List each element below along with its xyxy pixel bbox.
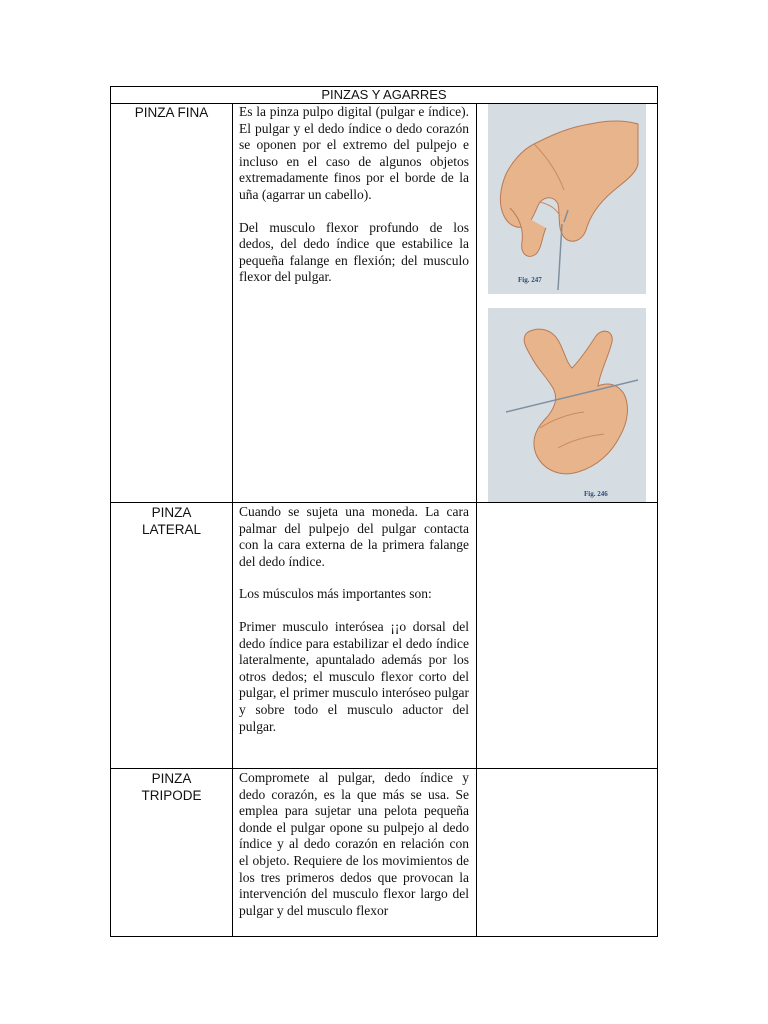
needle	[558, 224, 562, 290]
figure-caption: Fig. 247	[518, 276, 542, 284]
hand-pinch-drawing	[488, 104, 646, 294]
paragraph: Primer musculo interósea ¡¡o dorsal del dedo índice para estabilizar el dedo índice lateralmente, apuntalado además por los otros dedos; el musculo flexor corto del pulgar, el primer musculo interóseo pulgar y sobre todo el musculo aductor del pulgar.	[239, 618, 469, 734]
hand-grip-drawing	[488, 308, 646, 502]
row-label-pinza-tripode: PINZA TRIPODE	[141, 771, 202, 803]
row-label-pinza-fina: PINZA FINA	[134, 105, 209, 120]
paragraph: Cuando se sujeta una moneda. La cara palmar del pulpejo del pulgar contacta con la cara externa de la primera falange del dedo índice.	[239, 504, 469, 569]
table-title: PINZAS Y AGARRES	[321, 87, 447, 102]
paragraph: Compromete al pulgar, dedo índice y dedo corazón, es la que más se usa. Se emplea para sujetar una pelota pequeña donde el pulgar opone su pulpejo al dedo índice y al dedo corazón en relación con el objeto. Requiere de los movimientos de los tres primeros dedos que provocan la intervención del musculo flexor largo del pulgar y del musculo flexor	[239, 770, 469, 918]
table-rule	[110, 768, 658, 769]
row-description-pinza-tripode	[239, 770, 469, 934]
table-border-right	[657, 86, 658, 937]
hand-grip-illustration	[488, 308, 646, 502]
row-label-pinza-lateral: PINZA LATERAL	[141, 505, 202, 537]
table-rule	[110, 502, 658, 503]
row-description-pinza-fina	[239, 104, 469, 286]
paragraph: Es la pinza pulpo digital (pulgar e índice). El pulgar y el dedo índice o dedo corazón se oponen por el extremo del pulpejo e incluso en el caso de algunos objetos extremadamente finos por el borde de la uña (agarrar un cabello).	[239, 104, 469, 202]
column-rule	[476, 103, 477, 937]
figure-caption: Fig. 246	[584, 490, 608, 498]
hand-pinch-illustration	[488, 104, 646, 294]
row-description-pinza-lateral	[239, 504, 469, 735]
column-rule	[232, 103, 233, 937]
paragraph: Los músculos más importantes son:	[239, 586, 432, 602]
hand-shape	[524, 329, 627, 474]
pinzas-table	[110, 86, 658, 937]
table-border-bottom	[110, 936, 658, 937]
paragraph: Del musculo flexor profundo de los dedos, del dedo índice que estabilice la pequeña falange en flexión; del musculo flexor del pulgar.	[239, 219, 469, 285]
